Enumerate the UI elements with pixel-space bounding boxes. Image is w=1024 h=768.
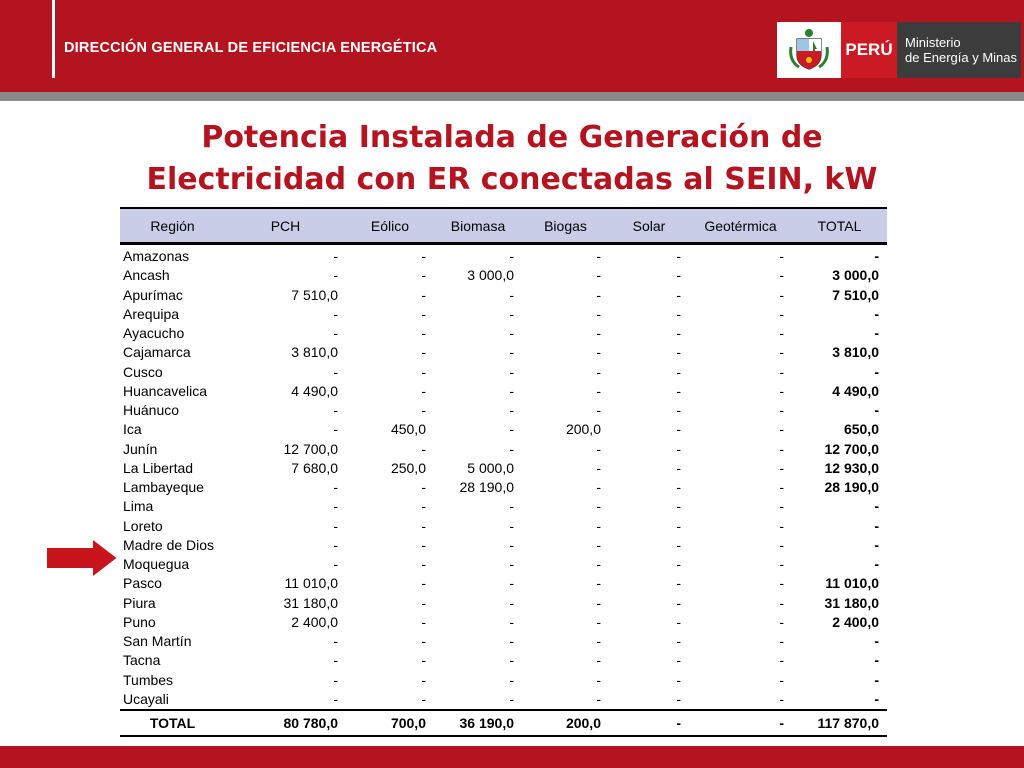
value-cell: -	[676, 536, 681, 553]
total-cell: -	[874, 325, 879, 342]
value-cell: -	[509, 325, 514, 342]
value-cell: -	[779, 440, 784, 457]
value-cell: -	[509, 421, 514, 438]
value-cell: -	[333, 556, 338, 573]
value-cell: -	[779, 286, 784, 303]
value-cell: -	[333, 402, 338, 419]
value-cell: -	[509, 652, 514, 669]
value-cell: -	[333, 325, 338, 342]
value-cell: -	[596, 382, 601, 399]
region-cell: Puno	[123, 613, 156, 630]
table-row	[120, 401, 887, 420]
table-row	[120, 632, 887, 651]
value-cell: 7 510,0	[291, 286, 338, 303]
value-cell: -	[333, 479, 338, 496]
value-cell: -	[333, 498, 338, 515]
value-cell: -	[676, 286, 681, 303]
table-row	[120, 536, 887, 555]
table-row	[120, 555, 887, 574]
value-cell: -	[676, 402, 681, 419]
value-cell: -	[509, 363, 514, 380]
total-cell: 28 190,0	[824, 479, 879, 496]
region-cell: Pasco	[123, 575, 162, 592]
value-cell: -	[421, 498, 426, 515]
logo-ministry-line2: de Energía y Minas	[905, 50, 1018, 65]
value-cell: 200,0	[565, 421, 601, 438]
column-header: Eólico	[346, 208, 434, 244]
table-row	[120, 594, 887, 613]
logo-country-label: PERÚ	[841, 22, 897, 78]
value-cell: -	[596, 652, 601, 669]
total-cell: -	[874, 248, 879, 265]
value-cell: -	[779, 479, 784, 496]
value-cell: -	[676, 613, 681, 630]
table-row	[120, 690, 887, 710]
value-cell: -	[333, 267, 338, 284]
total-cell: -	[874, 690, 879, 707]
region-cell: La Libertad	[123, 459, 194, 476]
value-cell: -	[421, 382, 426, 399]
column-header: TOTAL	[792, 208, 887, 244]
table-row	[120, 517, 887, 536]
value-cell: -	[421, 690, 426, 707]
value-cell: -	[676, 479, 681, 496]
value-cell: -	[596, 267, 601, 284]
region-cell: San Martín	[123, 633, 192, 650]
value-cell: -	[421, 575, 426, 592]
table-row	[120, 440, 887, 459]
value-cell: -	[509, 517, 514, 534]
value-cell: -	[779, 459, 784, 476]
region-cell: Ucayali	[123, 690, 169, 707]
value-cell: -	[596, 536, 601, 553]
value-cell: -	[333, 690, 338, 707]
value-cell: -	[596, 459, 601, 476]
region-cell: Lambayeque	[123, 479, 204, 496]
table-row	[120, 651, 887, 670]
value-cell: -	[676, 421, 681, 438]
value-cell: -	[676, 382, 681, 399]
value-cell: -	[333, 305, 338, 322]
total-cell: 80 780,0	[225, 710, 346, 736]
value-cell: -	[779, 613, 784, 630]
total-cell: 3 810,0	[832, 344, 879, 361]
region-cell: Ancash	[123, 267, 170, 284]
header-gray-band	[0, 92, 1024, 101]
total-cell: 4 490,0	[832, 382, 879, 399]
column-header: PCH	[225, 208, 346, 244]
value-cell: -	[509, 613, 514, 630]
value-cell: -	[779, 248, 784, 265]
value-cell: -	[779, 325, 784, 342]
value-cell: -	[676, 594, 681, 611]
region-cell: Loreto	[123, 517, 163, 534]
value-cell: -	[596, 633, 601, 650]
value-cell: -	[596, 344, 601, 361]
value-cell: 250,0	[390, 459, 426, 476]
total-label: TOTAL	[120, 710, 225, 736]
value-cell: -	[779, 556, 784, 573]
value-cell: -	[509, 690, 514, 707]
table-row	[120, 382, 887, 401]
value-cell: -	[421, 556, 426, 573]
value-cell: -	[509, 402, 514, 419]
value-cell: -	[779, 498, 784, 515]
value-cell: -	[779, 671, 784, 688]
slide-title	[0, 117, 1024, 201]
total-cell: 12 700,0	[824, 440, 879, 457]
value-cell: -	[421, 479, 426, 496]
header-title: DIRECCIÓN GENERAL DE EFICIENCIA ENERGÉTICA	[64, 40, 438, 56]
total-cell: -	[874, 633, 879, 650]
value-cell: -	[333, 652, 338, 669]
value-cell: -	[596, 325, 601, 342]
total-cell: -	[874, 402, 879, 419]
value-cell: -	[779, 690, 784, 707]
value-cell: -	[596, 671, 601, 688]
value-cell: -	[421, 402, 426, 419]
slide-title-line1: Potencia Instalada de Generación de	[201, 120, 823, 155]
value-cell: -	[779, 517, 784, 534]
value-cell: -	[596, 363, 601, 380]
value-cell: -	[779, 363, 784, 380]
value-cell: -	[421, 267, 426, 284]
value-cell: -	[779, 402, 784, 419]
value-cell: -	[421, 517, 426, 534]
value-cell: -	[509, 633, 514, 650]
total-cell: -	[874, 556, 879, 573]
total-cell: -	[874, 305, 879, 322]
value-cell: -	[509, 671, 514, 688]
right-arrow-icon	[44, 536, 120, 580]
table-row	[120, 266, 887, 285]
total-cell: 117 870,0	[792, 710, 887, 736]
total-cell: 36 190,0	[434, 710, 522, 736]
total-cell: -	[689, 710, 792, 736]
table-row	[120, 343, 887, 362]
total-cell: 12 930,0	[824, 459, 879, 476]
value-cell: -	[421, 363, 426, 380]
value-cell: 3 810,0	[291, 344, 338, 361]
table-row	[120, 613, 887, 632]
region-cell: Moquegua	[123, 556, 190, 573]
value-cell: -	[779, 652, 784, 669]
total-cell: -	[874, 363, 879, 380]
value-cell: -	[421, 344, 426, 361]
value-cell: -	[596, 440, 601, 457]
table-row	[120, 574, 887, 593]
value-cell: -	[421, 286, 426, 303]
value-cell: 450,0	[390, 421, 426, 438]
value-cell: -	[509, 594, 514, 611]
table-row	[120, 305, 887, 324]
value-cell: -	[333, 671, 338, 688]
value-cell: -	[779, 633, 784, 650]
value-cell: -	[509, 248, 514, 265]
value-cell: -	[421, 325, 426, 342]
region-cell: Tumbes	[123, 671, 174, 688]
value-cell: -	[676, 517, 681, 534]
value-cell: -	[509, 286, 514, 303]
value-cell: -	[333, 536, 338, 553]
value-cell: -	[779, 382, 784, 399]
value-cell: -	[676, 267, 681, 284]
column-header: Geotérmica	[689, 208, 792, 244]
table-row	[120, 459, 887, 478]
region-cell: Cusco	[123, 363, 163, 380]
total-cell: -	[874, 671, 879, 688]
value-cell: 31 180,0	[283, 594, 338, 611]
value-cell: -	[676, 690, 681, 707]
value-cell: -	[596, 517, 601, 534]
value-cell: -	[596, 556, 601, 573]
total-cell: -	[609, 710, 689, 736]
total-cell: -	[874, 536, 879, 553]
header-divider	[52, 0, 55, 78]
header-bar	[0, 0, 1024, 92]
value-cell: -	[333, 248, 338, 265]
region-cell: Huánuco	[123, 402, 180, 419]
value-cell: -	[676, 305, 681, 322]
logo-ministry-line1: Ministerio	[905, 35, 961, 50]
table-row	[120, 478, 887, 497]
total-cell: 700,0	[346, 710, 434, 736]
region-cell: Apurímac	[123, 286, 183, 303]
value-cell: -	[676, 440, 681, 457]
value-cell: -	[509, 556, 514, 573]
value-cell: -	[509, 498, 514, 515]
value-cell: 3 000,0	[467, 267, 514, 284]
region-cell: Cajamarca	[123, 344, 191, 361]
value-cell: -	[421, 671, 426, 688]
footer-bar	[0, 746, 1024, 768]
value-cell: -	[676, 344, 681, 361]
region-cell: Madre de Dios	[123, 536, 215, 553]
value-cell: -	[676, 556, 681, 573]
value-cell: -	[676, 652, 681, 669]
value-cell: -	[596, 286, 601, 303]
value-cell: 11 010,0	[284, 575, 338, 592]
total-cell: 2 400,0	[832, 613, 879, 630]
value-cell: -	[596, 248, 601, 265]
value-cell: -	[596, 613, 601, 630]
value-cell: -	[596, 498, 601, 515]
value-cell: 7 680,0	[291, 459, 338, 476]
total-cell: -	[874, 652, 879, 669]
column-header: Biogas	[522, 208, 609, 244]
value-cell: -	[509, 344, 514, 361]
value-cell: -	[676, 325, 681, 342]
value-cell: -	[333, 363, 338, 380]
slide-title-line2: Electricidad con ER conectadas al SEIN, kW	[146, 162, 878, 197]
value-cell: -	[676, 498, 681, 515]
value-cell: -	[596, 402, 601, 419]
value-cell: -	[676, 671, 681, 688]
column-header: Región	[120, 208, 225, 244]
power-table	[120, 207, 887, 737]
value-cell: -	[421, 594, 426, 611]
ministry-logo	[777, 22, 1021, 78]
value-cell: 5 000,0	[467, 459, 514, 476]
table-header-row	[120, 208, 887, 244]
total-cell: 7 510,0	[832, 286, 879, 303]
value-cell: 28 190,0	[459, 479, 514, 496]
value-cell: -	[676, 633, 681, 650]
value-cell: -	[421, 305, 426, 322]
value-cell: -	[779, 421, 784, 438]
value-cell: -	[421, 248, 426, 265]
table-row	[120, 244, 887, 267]
region-cell: Lima	[123, 498, 154, 515]
region-cell: Piura	[123, 594, 156, 611]
value-cell: -	[509, 440, 514, 457]
total-cell: -	[874, 517, 879, 534]
value-cell: -	[333, 517, 338, 534]
value-cell: -	[779, 267, 784, 284]
value-cell: 4 490,0	[291, 382, 338, 399]
table-row	[120, 363, 887, 382]
value-cell: -	[779, 594, 784, 611]
value-cell: -	[509, 382, 514, 399]
value-cell: -	[596, 575, 601, 592]
value-cell: -	[596, 305, 601, 322]
value-cell: -	[509, 575, 514, 592]
total-cell: 3 000,0	[832, 267, 879, 284]
logo-ministry-name	[897, 22, 1021, 78]
value-cell: -	[676, 459, 681, 476]
total-cell: -	[874, 498, 879, 515]
value-cell: -	[596, 479, 601, 496]
region-cell: Amazonas	[123, 248, 190, 265]
table-row	[120, 420, 887, 439]
value-cell: 2 400,0	[291, 613, 338, 630]
total-cell: 11 010,0	[825, 575, 879, 592]
value-cell: -	[779, 575, 784, 592]
value-cell: -	[421, 440, 426, 457]
column-header: Biomasa	[434, 208, 522, 244]
value-cell: -	[333, 633, 338, 650]
value-cell: -	[779, 305, 784, 322]
total-cell: 200,0	[522, 710, 609, 736]
value-cell: 12 700,0	[283, 440, 338, 457]
region-cell: Arequipa	[123, 305, 180, 322]
total-cell: 650,0	[843, 421, 879, 438]
value-cell: -	[779, 344, 784, 361]
table-total-row	[120, 710, 887, 736]
value-cell: -	[676, 363, 681, 380]
value-cell: -	[676, 575, 681, 592]
value-cell: -	[333, 421, 338, 438]
region-cell: Tacna	[123, 652, 161, 669]
value-cell: -	[779, 536, 784, 553]
region-cell: Ayacucho	[123, 325, 185, 342]
value-cell: -	[421, 633, 426, 650]
table-row	[120, 286, 887, 305]
total-cell: 31 180,0	[824, 594, 879, 611]
table-row	[120, 671, 887, 690]
value-cell: -	[421, 652, 426, 669]
region-cell: Junín	[123, 440, 158, 457]
value-cell: -	[509, 305, 514, 322]
column-header: Solar	[609, 208, 689, 244]
region-cell: Ica	[123, 421, 142, 438]
table-row	[120, 497, 887, 516]
coat-of-arms-icon	[777, 22, 841, 78]
value-cell: -	[421, 613, 426, 630]
value-cell: -	[509, 536, 514, 553]
table-row	[120, 324, 887, 343]
value-cell: -	[596, 690, 601, 707]
value-cell: -	[676, 248, 681, 265]
region-cell: Huancavelica	[123, 382, 208, 399]
value-cell: -	[421, 536, 426, 553]
value-cell: -	[596, 594, 601, 611]
